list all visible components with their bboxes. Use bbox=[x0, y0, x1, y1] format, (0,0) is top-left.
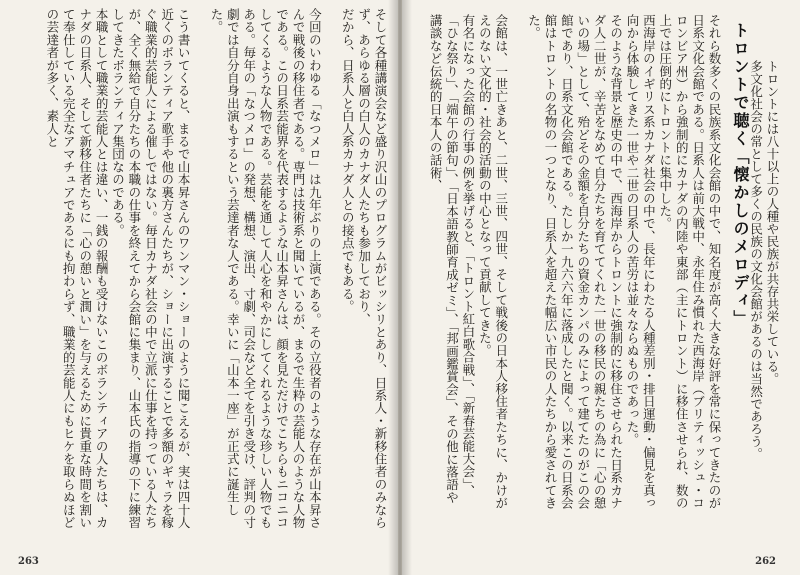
right-page-number: 262 bbox=[755, 556, 776, 567]
left-page bbox=[0, 0, 398, 575]
chapter-lead: トロントには八十以上の人種や民族が共存共栄している。 多文化社会の常として多くの民族の文化会館があるのは当然であろう。 bbox=[748, 60, 780, 460]
left-page-number: 263 bbox=[18, 556, 39, 567]
right-page bbox=[402, 0, 800, 575]
right-page-body-text: それら数多くの民族系文化会館の中で、知名度が高く大きな好評を常に保ってきたのが日系文化会館である。日系人は前大戦中、永年住み慣れた西海岸（ブリティッシュ・コロンビア州）から強制的にカナダの内陸や東部（主にトロント）に移住させられ、数の上では圧倒的にトロントに集中した。 西海岸のイギリス系カナダ社会の中で、長年にわたる人種差別・排日運動・偏見を真っ向から体験してきた一世や二世の日系人の苦労は並々ならぬものであった。 そのような背景と歴史の中で、西海岸からトロントに強制的に移住させられた日系カナダ人二世が、辛苦をなめて自分たちを育ててくれた一世の移民の親たちの為に「心の憩いの場」として、殆どその金額を自分たちの資金カンパのみによって建てたのがこの会館であり、日系文化会館である。たしか一九六六年に落成したと聞く。以来この日系会館はトロントの名物の一つとなり、日系人を超えた幅広い市民の人たちから愛されてきた。 会館は、一世亡きあと、二世、三世、四世、そして戦後の日本人移住者たちに、かけがえのない文化的・社会的活動の中心となって貢献してきた。 有名になった会館の行事の例を挙げると、「トロント紅白歌合戦」、「新春芸能大会」、「ひな祭り」、「端午の節句」、「日本語教師育成ゼミ」、「邦画鑑賞会」、その他に落語や講談など伝統的日本人の話術、 bbox=[428, 14, 722, 510]
left-page-body-text: そして各種講演会など盛り沢山のプログラムがビッシリとあり、日系人・新移住者のみならず、あらゆる層の白人のカナダ人たちも参加しており、 だから、日系人と白人系カナダ人との接点でもある。 今回のいわゆる「なつメロ」は九年ぶりの上演である。その立役者のような存在が山本昇さんで戦後の移住者である。専門は技術系と聞いているが、まるで生粋の芸能人のような人物である。この日系芸能界を代表するような山本昇さんは、顔を見ただけでこちらもニコニコしてくるような人物である。芸能を通して人心を和やかにしてくれるような珍しい人物でもある。毎年の「なつメロ」の発想、構想、演出、寸劇、司会など全てを引き受け、評判の寸劇では自分自身出演もするという芸達者な人である。幸いに「山本一座」が正式に誕生した。 こう書いてくると、まるで山本昇さんのワンマン・ショーのように聞こえるが、実は四十人近くのボランティア歌手や他の裏方さんたちが、ショーに出演することで多額のギャラを稼ぐ職業的芸能人による催しではない。毎日カナダ社会の中で立派に仕事を持っている人たちが、全く無給で自分たちの本職の仕事を終えてから会館に集まり、山本氏の指導の下に練習してきたボランティア集団なのである。 本職として職業的芸能人とは違い、一銭の報酬も受けないこのボランティアの人たちは、カナダの日系人、そして新移住者たちに「心の憩いと潤い」を与えるために貴重な時間を割いて奉仕している完全なアマチュアであるにも拘わらず、職業的芸能人にもヒケを取らぬほどの芸達者が多く、素人と bbox=[44, 8, 388, 529]
chapter-title: トロントで聴く「懐かしのメロディ」 bbox=[731, 22, 750, 328]
